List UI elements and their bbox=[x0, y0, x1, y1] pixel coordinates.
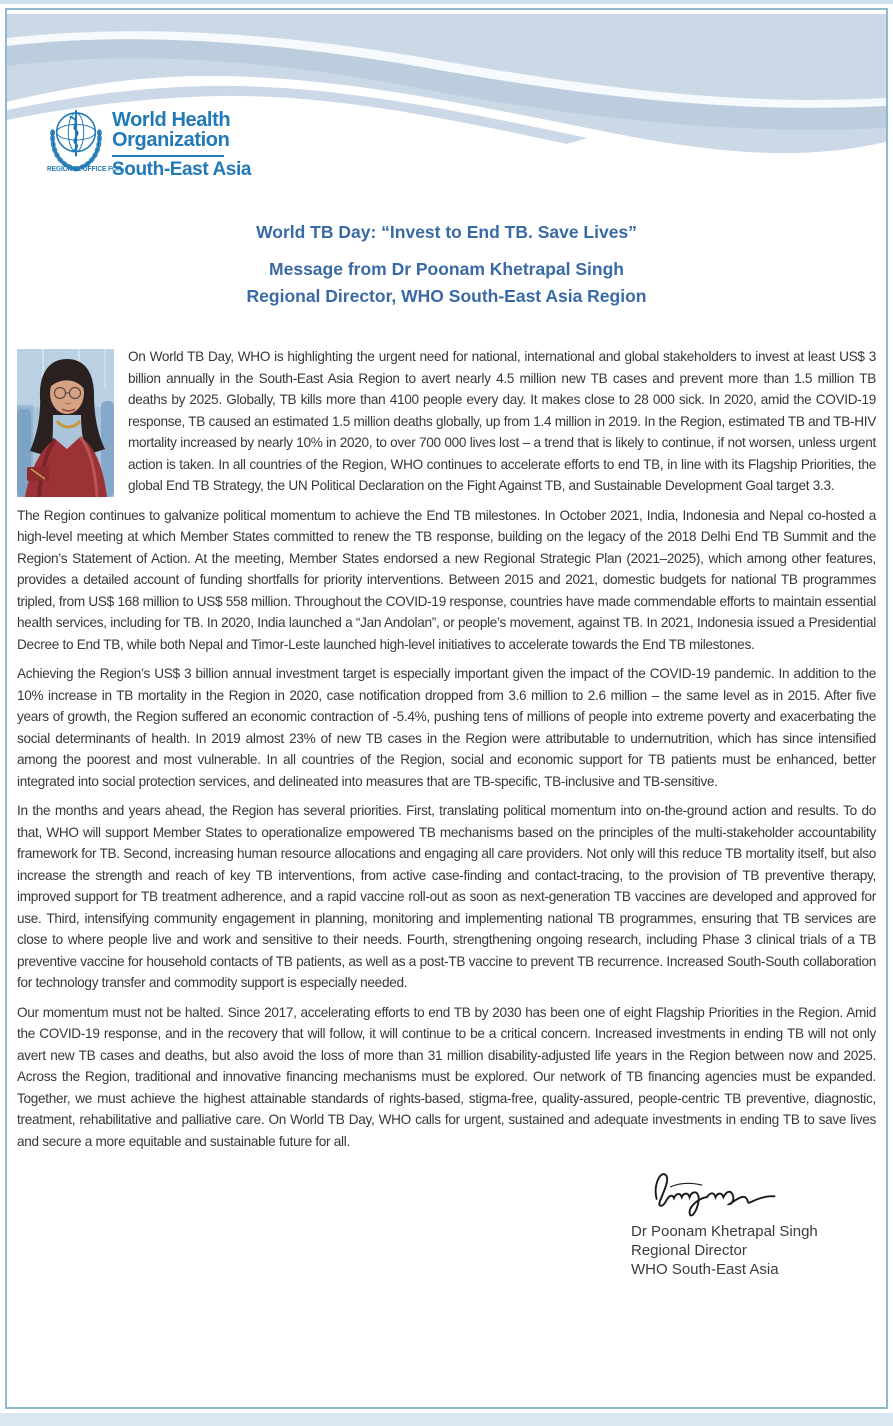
signoff-name: Dr Poonam Khetrapal Singh bbox=[631, 1223, 818, 1240]
logo-office-prefix: REGIONAL OFFICE FOR bbox=[47, 166, 122, 173]
subtitle-line-2: Regional Director, WHO South-East Asia Region bbox=[246, 286, 647, 306]
paragraph-3: Achieving the Region’s US$ 3 billion annual investment target is especially important given the impact of the COVID-19 pandemic. In addition to the 10% increase in TB mortality in the Region in 2020, case notification dropped from 3.6 million to 2.6 million – the same level as in 2015. After five years of growth, the Region suffered an economic contraction of -5.4%, pushing tens of millions of people into extreme poverty and exacerbating the social determinants of health. In 2019 almost 23% of new TB cases in the Region were attributable to undernutrition, which has since intensified among the poorest and most vulnerable. In all countries of the Region, social and economic support for TB patients must be enhanced, better integrated into social protection services, and delineated into measures that are TB-specific, TB-inclusive and TB-sensitive. bbox=[17, 666, 876, 789]
page-title: World TB Day: “Invest to End TB. Save Lives” bbox=[256, 222, 637, 242]
header-banner bbox=[7, 10, 886, 200]
paragraph-4: In the months and years ahead, the Region has several priorities. First, translating political momentum into on-the-ground action and results. To do that, WHO will support Member States to operationalize empowered TB mechanisms based on the principles of the multi-stakeholder accountability framework for TB. Second, increasing human resource allocations and engaging all care providers. Not only will this reduce TB mortality itself, but also increase the strength and reach of key TB interventions, from active case-finding and contact-tracing, to the provision of TB preventive therapy, improved support for TB treatment adherence, and a rapid vaccine roll-out as soon as next-generation TB vaccines are developed and approved for use. Third, intensifying community engagement in planning, monitoring and implementing national TB programmes, ensuring that TB services are close to where people live and work and sensitive to their needs. Fourth, strengthening ongoing research, including Phase 3 clinical trials of a TB preventive vaccine for household contacts of TB patients, as well as a post-TB vaccine to prevent TB recurrence. Increased South-South collaboration for technology transfer and commodity support is especially needed. bbox=[17, 803, 876, 990]
letter-body bbox=[7, 346, 886, 1152]
bottom-edge-strip bbox=[0, 1413, 893, 1426]
page-frame bbox=[5, 8, 888, 1409]
paragraph-5: Our momentum must not be halted. Since 2017, accelerating efforts to end TB by 2030 has been one of eight Flagship Priorities in the Region. Amid the COVID-19 response, and in the recovery that will follow, it will continue to be a critical concern. Increased investments in ending TB will not only avert new TB cases and deaths, but also avoid the loss of more than 31 million disability-adjusted life years in the Region between now and 2025. Across the Region, traditional and innovative financing mechanisms must be explored. Our network of TB financing agencies must be expanded. Together, we must achieve the highest attainable standards of rights-based, stigma-free, quality-assured, people-centric TB preventive, diagnostic, treatment, rehabilitative and palliative care. On World TB Day, WHO calls for urgent, sustained and adequate investments in ending TB to save lives and secure a more equitable and sustainable future for all. bbox=[17, 1004, 876, 1149]
signature-image bbox=[635, 1166, 810, 1218]
who-emblem-icon bbox=[47, 106, 122, 174]
signoff-role: Regional Director bbox=[631, 1242, 747, 1259]
logo-org-name-line1: World Health bbox=[112, 109, 231, 131]
subtitle-line-1: Message from Dr Poonam Khetrapal Singh bbox=[269, 259, 624, 279]
paragraph-1: On World TB Day, WHO is highlighting the urgent need for national, international and global stakeholders to invest at least US$ 3 billion annually in the South-East Asia Region to avert nearly 4.5 million new TB cases and prevent more than 1.5 million TB deaths by 2025. Globally, TB kills more than 4100 people every day. It makes close to 28 000 sick. In 2020, amid the COVID-19 response, TB caused an estimated 1.5 million deaths globally, up from 1.4 million in 2019. In the Region, estimated TB and TB-HIV mortality increased by nearly 10% in 2020, to over 700 000 lives lost – a trend that is likely to continue, if not worsen, unless urgent action is taken. In all countries of the Region, WHO continues to accelerate efforts to end TB, in line with its Flagship Priorities, the global End TB Strategy, the UN Political Declaration on the Fight Against TB, and Sustainable Development Goal target 3.3. bbox=[17, 346, 876, 497]
paragraph-2: The Region continues to galvanize political momentum to achieve the End TB milestones. In October 2021, India, Indonesia and Nepal co-hosted a high-level meeting at which Member States committed to renew the TB response, building on the legacy of the 2018 Delhi End TB Summit and the Region’s Statement of Action. At the meeting, Member States endorsed a new Regional Strategic Plan (2021–2025), which among other features, provides a detailed account of funding shortfalls for priority interventions. Between 2015 and 2021, domestic budgets for national TB programmes tripled, from US$ 168 million to US$ 558 million. Throughout the COVID-19 response, countries have made commendable efforts to maintain essential health services, including for TB. In 2020, India launched a “Jan Andolan”, or people’s movement, against TB. In 2021, Indonesia issued a Presidential Decree to End TB, while both Nepal and Timor-Leste launched high-level initiatives to accelerate towards the End TB milestones. bbox=[17, 507, 876, 652]
logo-office-name: South-East Asia bbox=[112, 159, 251, 180]
who-logo bbox=[47, 106, 297, 190]
signature-block bbox=[631, 1166, 841, 1279]
top-edge-strip bbox=[0, 0, 893, 4]
signoff-org: WHO South-East Asia bbox=[631, 1261, 779, 1278]
logo-divider bbox=[112, 155, 224, 157]
logo-org-name-line2: Organization bbox=[112, 129, 230, 151]
portrait-photo bbox=[17, 349, 114, 497]
